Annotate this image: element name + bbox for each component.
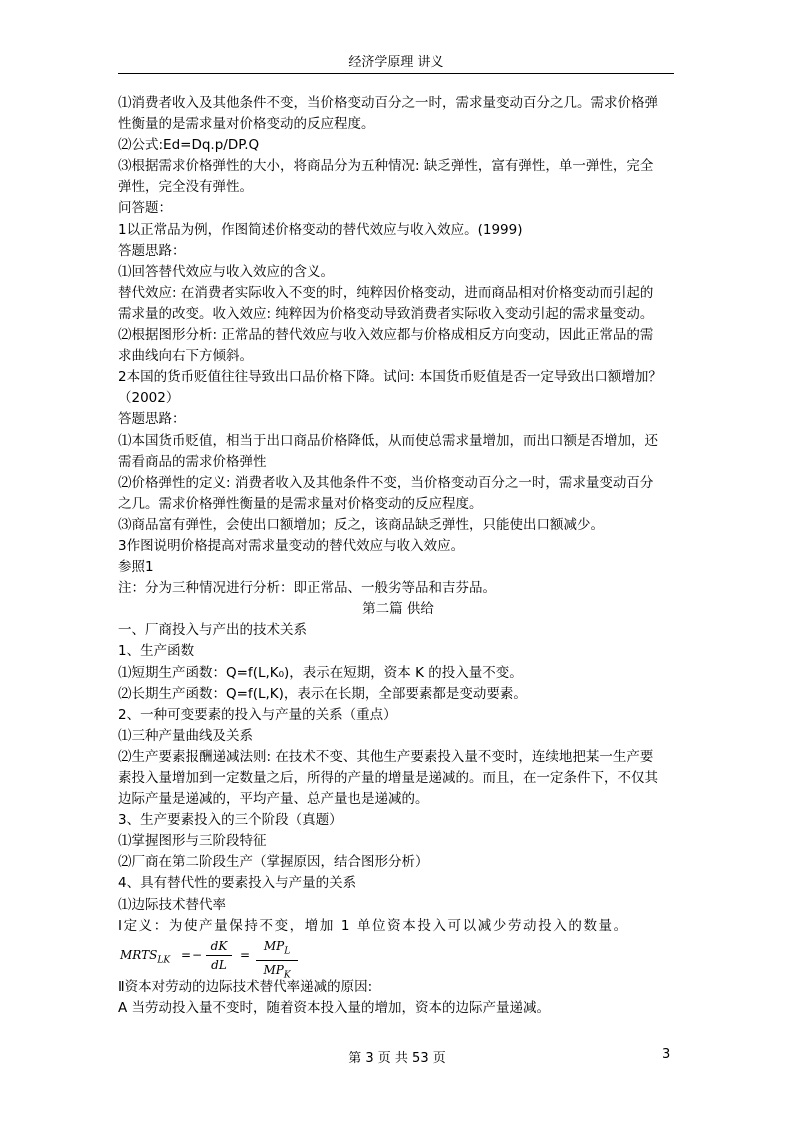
text-line: ⑵长期生产函数：Q=f(L,K)，表示在长期，全部要素都是变动要素。 bbox=[118, 685, 527, 702]
text-line: ⑶商品富有弹性，会使出口额增加；反之，该商品缺乏弹性，只能使出口额减少。 bbox=[118, 516, 604, 533]
question: 2本国的货币贬值往往导致出口品价格下降。试问: 本国货币贬值是否一定导致出口额增加？ bbox=[118, 369, 662, 386]
text-line: Ⅱ资本对劳动的边际技术替代率递减的原因: bbox=[118, 978, 373, 995]
text-line: 求曲线向右下方倾斜。 bbox=[118, 348, 253, 365]
chapter-title: 第二篇 供给 bbox=[362, 601, 434, 618]
text-line: 边际产量是递减的，平均产量、总产量也是递减的。 bbox=[118, 791, 429, 808]
header-rule bbox=[118, 73, 674, 74]
mrts-formula bbox=[118, 937, 678, 981]
text-line: ⑴短期生产函数：Q=f(L,K₀)，表示在短期，资本 K 的投入量不变。 bbox=[118, 664, 523, 681]
formula-equals: = bbox=[181, 947, 192, 962]
question-year: （2002） bbox=[118, 390, 180, 407]
text-line: 参照1 bbox=[118, 559, 154, 576]
text-line: 之几。需求价格弹性衡量的是需求量对价格变动的反应程度。 bbox=[118, 495, 483, 512]
document-body bbox=[118, 93, 678, 1019]
text-line: ⑴边际技术替代率 bbox=[118, 896, 226, 913]
section-label: 答题思路： bbox=[118, 242, 186, 259]
text-line: ⑴回答替代效应与收入效应的含义。 bbox=[118, 263, 334, 280]
text-line: ⑶根据需求价格弹性的大小，将商品分为五种情况: 缺乏弹性，富有弹性，单一弹性，完全 bbox=[118, 158, 654, 175]
text-line: ⑵生产要素报酬递减法则: 在技术不变、其他生产要素投入量不变时，连续地把某一生产要 bbox=[118, 748, 654, 765]
formula-lhs: $MRTS_{LK}$ bbox=[120, 947, 171, 966]
subsection-heading: 4、具有替代性的要素投入与产量的关系 bbox=[118, 875, 357, 892]
subsection-heading: 3、生产要素投入的三个阶段（真题） bbox=[118, 812, 343, 829]
page-header: 经济学原理 讲义 bbox=[348, 55, 444, 70]
text-line: ⑴掌握图形与三阶段特征 bbox=[118, 833, 267, 850]
text-line: ⑵公式:Ed=Dq.p/DP.Q bbox=[118, 137, 260, 154]
text-line: 需求量的改变。收入效应: 纯粹因为价格变动导致消费者实际收入变动引起的需求量变动。 bbox=[118, 305, 654, 322]
text-line: 替代效应: 在消费者实际收入不变的时，纯粹因价格变动，进而商品相对价格变动而引起的 bbox=[118, 284, 654, 301]
formula-minus: − bbox=[192, 947, 203, 962]
page-number: 3 bbox=[662, 1047, 671, 1062]
text-line: ⑴三种产量曲线及关系 bbox=[118, 727, 253, 744]
text-line: 弹性，完全没有弹性。 bbox=[118, 179, 253, 196]
text-line: 性衡量的是需求量对价格变动的反应程度。 bbox=[118, 116, 375, 133]
formula-fraction-mp: $MP_L$ $MP_K$ bbox=[256, 938, 298, 984]
text-line: ⑵根据图形分析: 正常品的替代效应与收入效应都与价格成相反方向变动，因此正常品的需 bbox=[118, 327, 654, 344]
text-line: A 当劳动投入量不变时，随着资本投入量的增加，资本的边际产量递减。 bbox=[118, 999, 551, 1016]
formula-fraction-dk-dl: dK dL bbox=[206, 938, 232, 973]
subsection-heading: 1、生产函数 bbox=[118, 643, 195, 660]
text-line: ⑴消费者收入及其他条件不变，当价格变动百分之一时，需求量变动百分之几。需求价格弹 bbox=[118, 95, 658, 111]
text-line: ⑴本国货币贬值，相当于出口商品价格降低，从而使总需求量增加，而出口额是否增加，还 bbox=[118, 432, 658, 449]
formula-equals: = bbox=[240, 947, 251, 962]
text-line: 素投入量增加到一定数量之后，所得的产量的增量是递减的。而且，在一定条件下，不仅其 bbox=[118, 770, 658, 786]
question: 3作图说明价格提高对需求量变动的替代效应与收入效应。 bbox=[118, 537, 465, 554]
section-heading: 一、厂商投入与产出的技术关系 bbox=[118, 622, 307, 639]
page-footer: 第 3 页 共 53 页 bbox=[348, 1051, 446, 1066]
text-line: ⑵价格弹性的定义: 消费者收入及其他条件不变，当价格变动百分之一时，需求量变动百分 bbox=[118, 474, 654, 491]
text-line: ⑵厂商在第二阶段生产（掌握原因，结合图形分析） bbox=[118, 854, 429, 871]
question: 1以正常品为例，作图简述价格变动的替代效应与收入效应。(1999) bbox=[118, 221, 523, 238]
subsection-heading: 2、一种可变要素的投入与产量的关系（重点） bbox=[118, 706, 397, 723]
text-line: 需看商品的需求价格弹性 bbox=[118, 453, 267, 470]
definition-line: Ⅰ定义：为使产量保持不变，增加 1 单位资本投入可以减少劳动投入的数量。 bbox=[118, 917, 629, 934]
note-line: 注：分为三种情况进行分析：即正常品、一般劣等品和吉芬品。 bbox=[118, 580, 496, 597]
section-label: 问答题： bbox=[118, 200, 172, 217]
section-label: 答题思路： bbox=[118, 411, 186, 428]
